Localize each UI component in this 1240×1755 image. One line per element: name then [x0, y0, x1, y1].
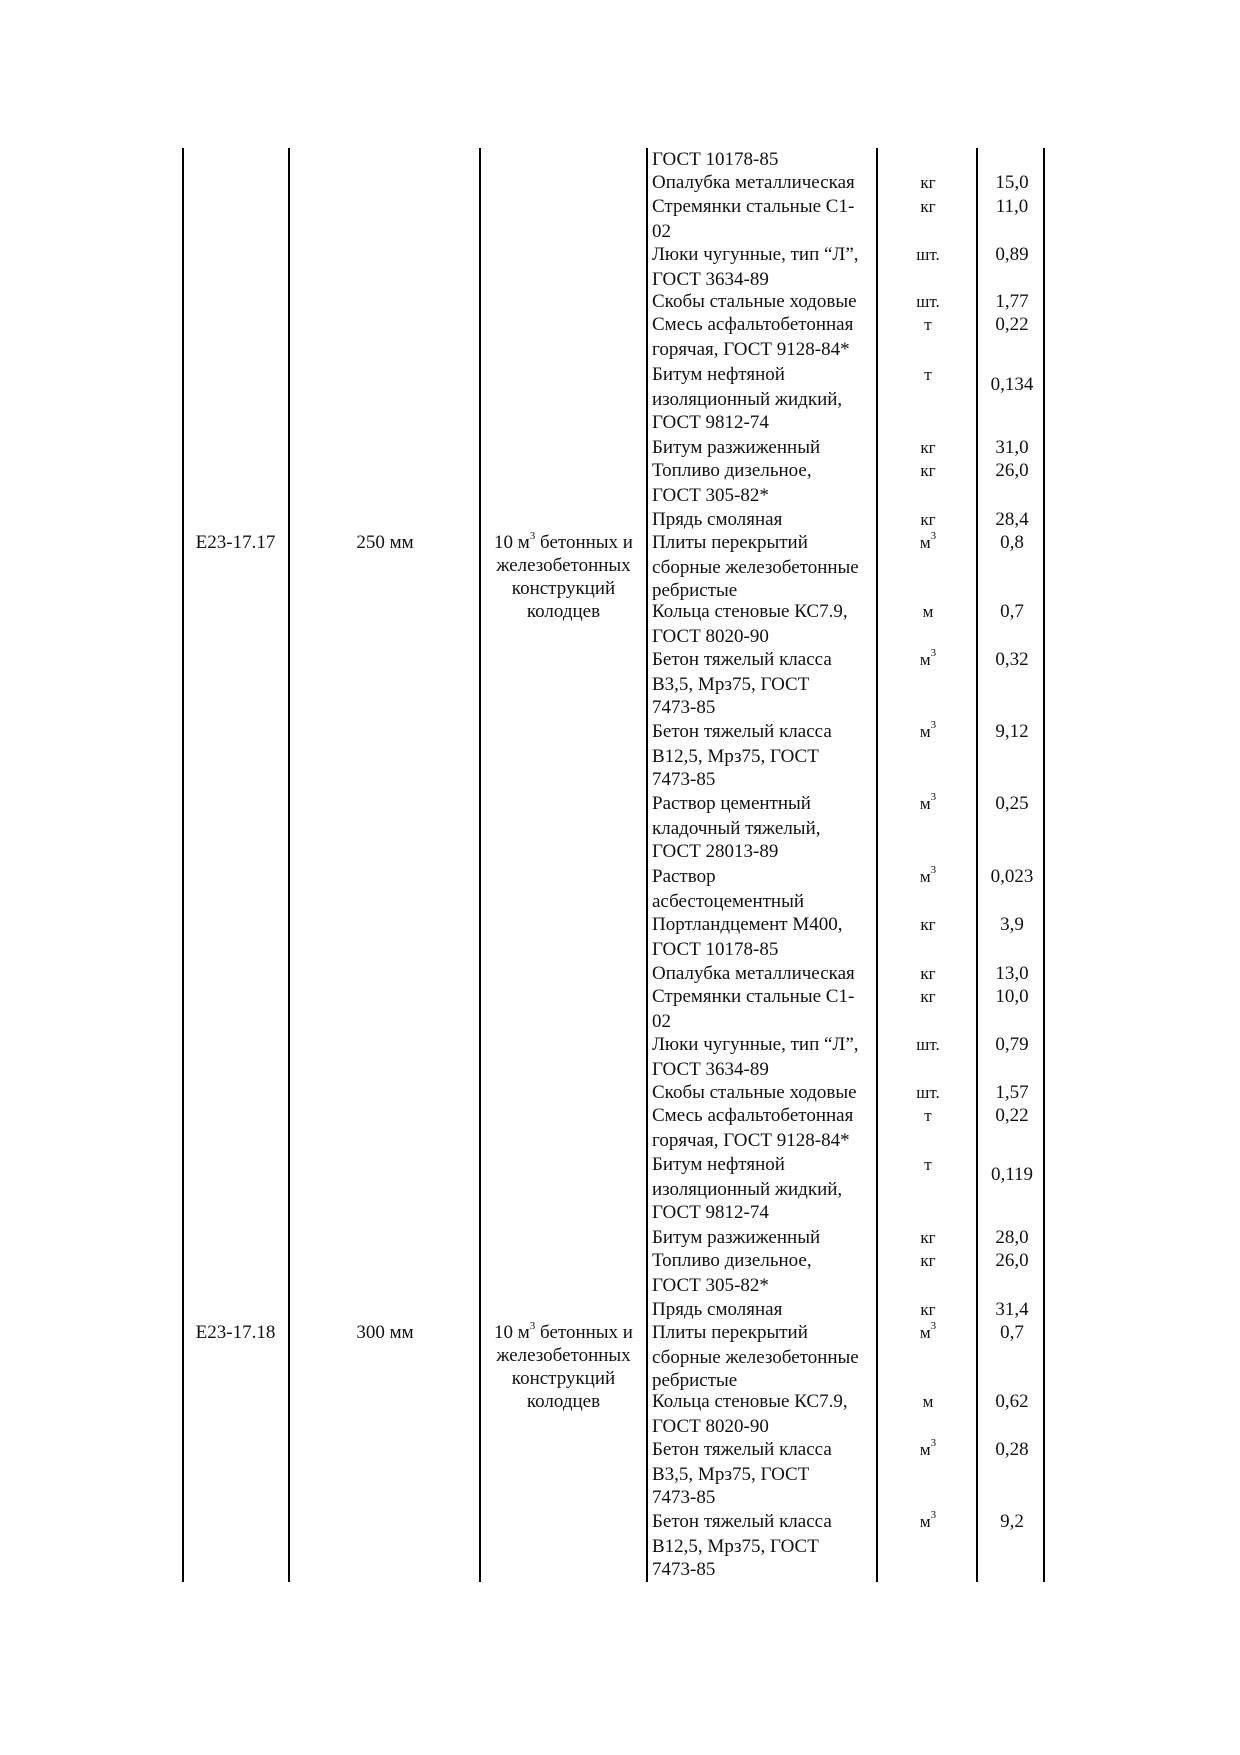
material-name-line: Топливо дизельное,: [652, 460, 812, 481]
row-description-line: железобетонных: [496, 1345, 631, 1366]
material-quantity: 0,32: [995, 649, 1029, 670]
material-name-line: сборные железобетонные: [652, 1347, 859, 1368]
material-unit: $м^3$: [919, 864, 937, 886]
material-quantity: 31,4: [995, 1299, 1029, 1320]
material-name-line: Люки чугунные, тип “Л”,: [652, 244, 859, 265]
material-unit: т: [924, 1155, 932, 1174]
material-unit: шт.: [916, 1083, 940, 1102]
material-unit: кг: [920, 461, 936, 480]
material-unit: кг: [920, 964, 936, 983]
material-name-line: ГОСТ 8020-90: [652, 626, 769, 647]
table-border-desc-material: [646, 148, 648, 1582]
material-name-line: ГОСТ 305-82*: [652, 1275, 769, 1296]
material-name-line: асбестоцементный: [652, 891, 805, 912]
material-name-line: Раствор цементный: [652, 793, 811, 814]
row-description-line: конструкций: [511, 1368, 616, 1389]
material-quantity: 0,7: [1000, 601, 1024, 622]
material-quantity: 13,0: [995, 963, 1029, 984]
material-name-line: Люки чугунные, тип “Л”,: [652, 1034, 859, 1055]
material-name-line: изоляционный жидкий,: [652, 389, 843, 410]
material-quantity: 10,0: [995, 986, 1029, 1007]
material-name-line: 7473-85: [652, 1559, 716, 1580]
material-quantity: 28,4: [995, 509, 1029, 530]
material-name-line: В3,5, Мрз75, ГОСТ: [652, 1464, 810, 1485]
material-quantity: 11,0: [995, 196, 1029, 217]
material-name-line: Битум разжиженный: [652, 437, 821, 458]
material-name-line: 02: [652, 1011, 671, 1032]
material-name-line: Кольца стеновые КС7.9,: [652, 1391, 848, 1412]
table-border-diameter-desc: [479, 148, 481, 1582]
material-unit: $м^3$: [919, 1509, 937, 1531]
material-name-line: Топливо дизельное,: [652, 1250, 812, 1271]
material-quantity: 31,0: [995, 437, 1029, 458]
material-unit: шт.: [916, 292, 940, 311]
material-quantity: 0,62: [995, 1391, 1029, 1412]
material-name-line: В12,5, Мрз75, ГОСТ: [652, 1536, 819, 1557]
material-name-line: Скобы стальные ходовые: [652, 291, 857, 312]
material-name-line: Кольца стеновые КС7.9,: [652, 601, 848, 622]
row-diameter: 300 мм: [356, 1322, 414, 1343]
row-description-line: колодцев: [526, 1391, 601, 1412]
material-name-line: ребристые: [652, 1370, 738, 1391]
material-name-line: Опалубка металлическая: [652, 172, 855, 193]
material-quantity: 0,119: [990, 1164, 1034, 1185]
material-name-line: Плиты перекрытий: [652, 532, 808, 553]
material-unit: $м^3$: [919, 1320, 937, 1342]
material-unit: $м^3$: [919, 647, 937, 669]
row-code: Е23-17.18: [195, 1322, 276, 1343]
material-quantity: 28,0: [995, 1227, 1029, 1248]
material-unit: кг: [920, 1251, 936, 1270]
material-name-line: Битум разжиженный: [652, 1227, 821, 1248]
material-quantity: 15,0: [995, 172, 1029, 193]
material-quantity: 0,023: [990, 866, 1034, 887]
row-description-line: конструкций: [511, 578, 616, 599]
row-code: Е23-17.17: [195, 532, 276, 553]
material-quantity: 0,79: [995, 1034, 1029, 1055]
material-name-line: 7473-85: [652, 1487, 716, 1508]
table-border-code-diameter: [288, 148, 290, 1582]
material-name-line: Бетон тяжелый класса: [652, 649, 832, 670]
material-unit: $м^3$: [919, 791, 937, 813]
material-name-line: Портландцемент М400,: [652, 914, 843, 935]
material-unit: кг: [920, 987, 936, 1006]
material-name-line: Бетон тяжелый класса: [652, 1511, 832, 1532]
material-name-line: ГОСТ 3634-89: [652, 1059, 769, 1080]
material-unit: кг: [920, 1228, 936, 1247]
material-unit: м: [922, 1392, 934, 1411]
material-unit: кг: [920, 173, 936, 192]
material-unit: т: [924, 365, 932, 384]
material-unit: $м^3$: [919, 719, 937, 741]
material-name-line: Бетон тяжелый класса: [652, 1439, 832, 1460]
material-name-line: ГОСТ 9812-74: [652, 412, 769, 433]
material-unit: м: [922, 602, 934, 621]
material-quantity: 9,2: [1000, 1511, 1024, 1532]
material-name-line: В3,5, Мрз75, ГОСТ: [652, 674, 810, 695]
material-name-line: ГОСТ 10178-85: [652, 939, 779, 960]
material-unit: кг: [920, 915, 936, 934]
material-quantity: 0,7: [1000, 1322, 1024, 1343]
material-quantity: 26,0: [995, 1250, 1029, 1271]
material-unit: т: [924, 1106, 932, 1125]
material-name-line: Прядь смоляная: [652, 509, 783, 530]
material-name-line: Раствор: [652, 866, 716, 887]
material-quantity: 1,77: [995, 291, 1029, 312]
material-quantity: 0,8: [1000, 532, 1024, 553]
material-name-line: Плиты перекрытий: [652, 1322, 808, 1343]
material-quantity: 0,134: [990, 374, 1034, 395]
material-unit: т: [924, 315, 932, 334]
material-name-line: В12,5, Мрз75, ГОСТ: [652, 746, 819, 767]
material-unit: кг: [920, 197, 936, 216]
material-unit: кг: [920, 1300, 936, 1319]
row-description-line: железобетонных: [496, 555, 631, 576]
material-name-line: ГОСТ 10178-85: [652, 149, 779, 170]
material-quantity: 0,22: [995, 314, 1029, 335]
material-name-line: ГОСТ 8020-90: [652, 1416, 769, 1437]
material-name-line: ребристые: [652, 580, 738, 601]
material-name-line: 7473-85: [652, 769, 716, 790]
material-unit: шт.: [916, 245, 940, 264]
material-quantity: 3,9: [1000, 914, 1024, 935]
material-quantity: 0,89: [995, 244, 1029, 265]
material-name-line: Стремянки стальные С1-: [652, 196, 855, 217]
material-name-line: кладочный тяжелый,: [652, 818, 821, 839]
material-quantity: 0,28: [995, 1439, 1029, 1460]
row-description-line: колодцев: [526, 601, 601, 622]
material-quantity: 26,0: [995, 460, 1029, 481]
material-name-line: Прядь смоляная: [652, 1299, 783, 1320]
material-unit: кг: [920, 438, 936, 457]
material-name-line: 7473-85: [652, 697, 716, 718]
material-unit: $м^3$: [919, 530, 937, 552]
table-border-left: [182, 148, 184, 1582]
material-name-line: изоляционный жидкий,: [652, 1179, 843, 1200]
material-name-line: сборные железобетонные: [652, 557, 859, 578]
material-name-line: Битум нефтяной: [652, 1154, 785, 1175]
material-quantity: 1,57: [995, 1082, 1029, 1103]
row-description-line: 10 $м^3$ бетонных и: [494, 1319, 633, 1343]
material-unit: шт.: [916, 1035, 940, 1054]
material-name-line: Битум нефтяной: [652, 364, 785, 385]
material-name-line: Стремянки стальные С1-: [652, 986, 855, 1007]
row-diameter: 250 мм: [356, 532, 414, 553]
material-name-line: Бетон тяжелый класса: [652, 721, 832, 742]
material-quantity: 0,22: [995, 1105, 1029, 1126]
material-name-line: горячая, ГОСТ 9128-84*: [652, 339, 850, 360]
material-name-line: ГОСТ 305-82*: [652, 485, 769, 506]
material-name-line: ГОСТ 9812-74: [652, 1202, 769, 1223]
material-quantity: 0,25: [995, 793, 1029, 814]
material-quantity: 9,12: [995, 721, 1029, 742]
material-name-line: Скобы стальные ходовые: [652, 1082, 857, 1103]
material-name-line: горячая, ГОСТ 9128-84*: [652, 1130, 850, 1151]
material-name-line: 02: [652, 221, 671, 242]
material-name-line: Смесь асфальтобетонная: [652, 1105, 854, 1126]
material-unit: кг: [920, 510, 936, 529]
material-name-line: ГОСТ 28013-89: [652, 841, 779, 862]
material-unit: $м^3$: [919, 1437, 937, 1459]
material-name-line: Опалубка металлическая: [652, 963, 855, 984]
material-name-line: ГОСТ 3634-89: [652, 269, 769, 290]
material-name-line: Смесь асфальтобетонная: [652, 314, 854, 335]
row-description-line: 10 $м^3$ бетонных и: [494, 529, 633, 553]
